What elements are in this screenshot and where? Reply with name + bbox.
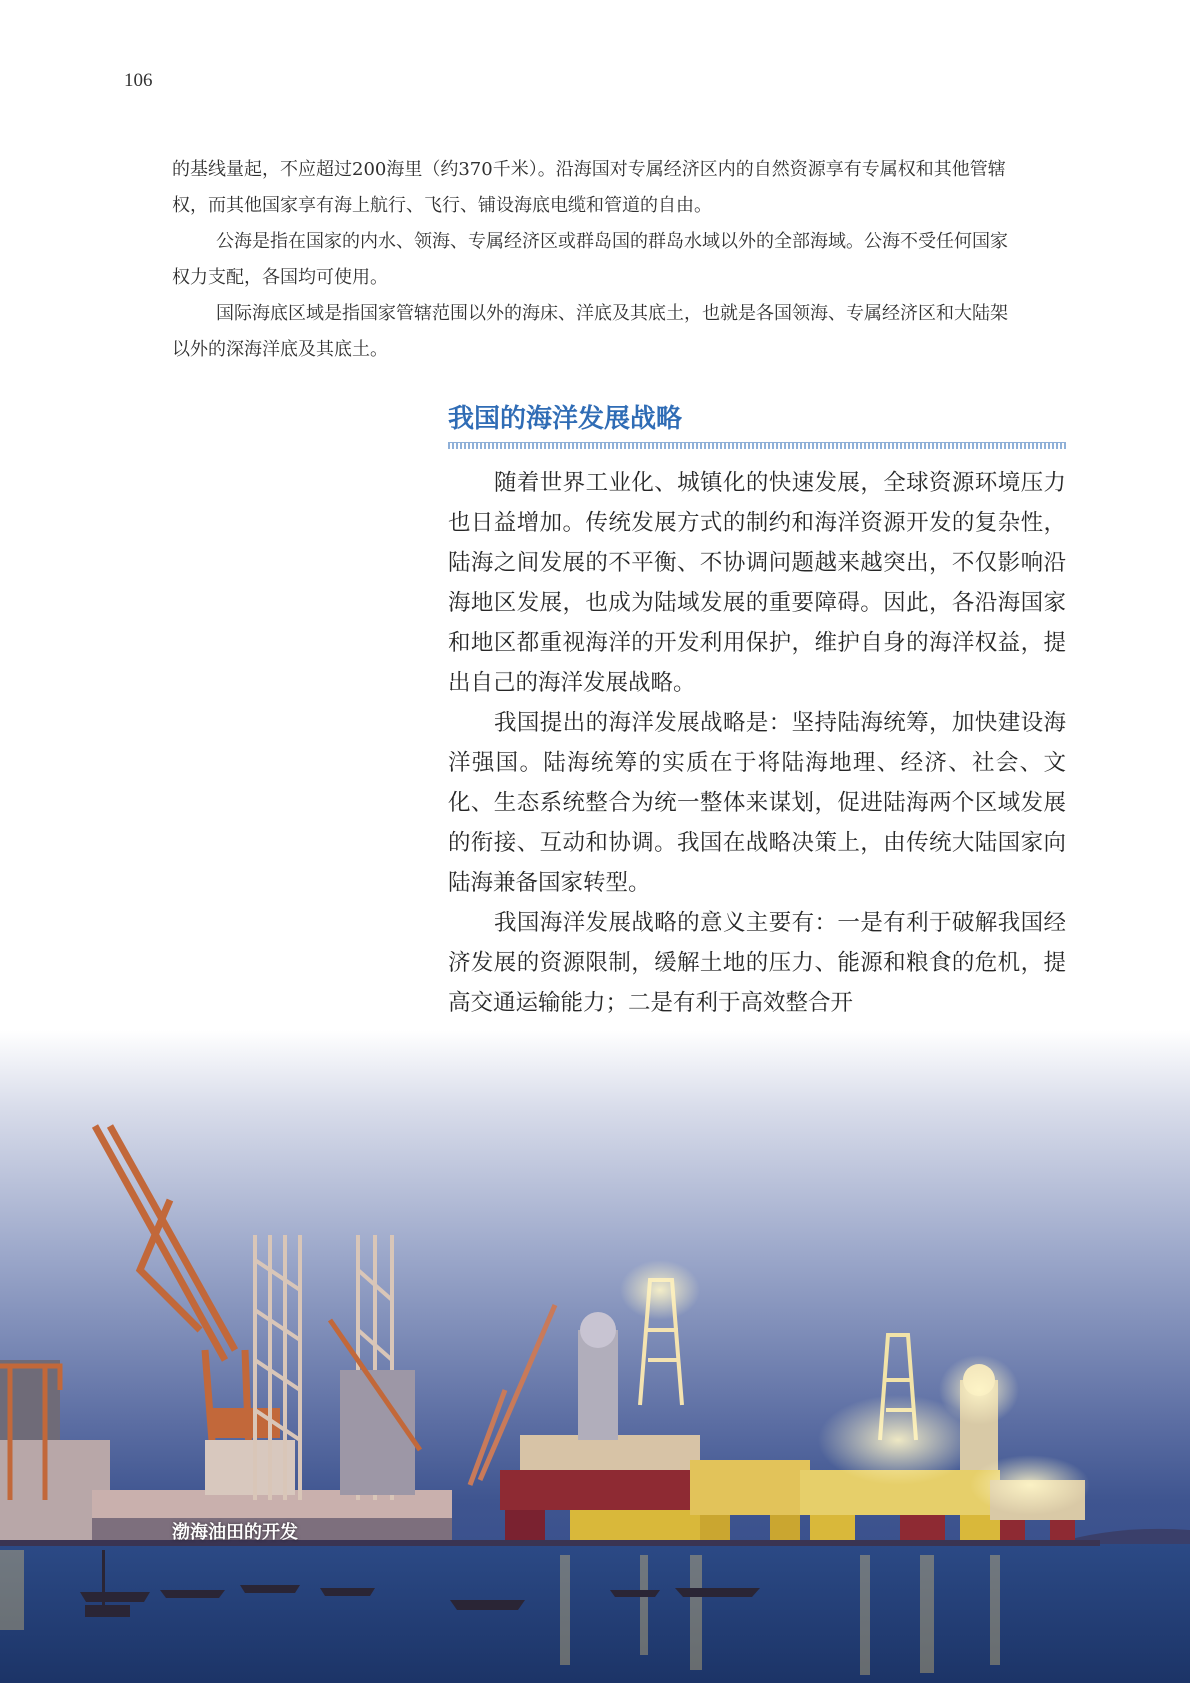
section-body xyxy=(448,463,1066,1023)
section-paragraph-3: 我国海洋发展战略的意义主要有：一是有利于破解我国经济发展的资源限制，缓解土地的压力、能源和粮食的危机，提高交通运输能力；二是有利于高效整合开 xyxy=(448,910,1066,1016)
oilfield-illustration xyxy=(0,1030,1190,1683)
intro-paragraph-2: 公海是指在国家的内水、领海、专属经济区或群岛国的群岛水域以外的全部海域。公海不受任何国家权力支配，各国均可使用。 xyxy=(172,231,1008,288)
section-paragraph-1: 随着世界工业化、城镇化的快速发展，全球资源环境压力也日益增加。传统发展方式的制约和海洋资源开发的复杂性，陆海之间发展的不平衡、不协调问题越来越突出，不仅影响沿海地区发展，也成为陆域发展的重要障碍。因此，各沿海国家和地区都重视海洋的开发利用保护，维护自身的海洋权益，提出自己的海洋发展战略。 xyxy=(448,470,1066,696)
section-paragraph-2: 我国提出的海洋发展战略是：坚持陆海统筹，加快建设海洋强国。陆海统筹的实质在于将陆海地理、经济、社会、文化、生态系统整合为统一整体来谋划，促进陆海两个区域发展的衔接、互动和协调。我国在战略决策上，由传统大陆国家向陆海兼备国家转型。 xyxy=(448,710,1066,896)
intro-paragraph-1: 的基线量起，不应超过200海里（约370千米）。沿海国对专属经济区内的自然资源享有专属权和其他管辖权，而其他国家享有海上航行、飞行、铺设海底电缆和管道的自由。 xyxy=(172,159,1006,216)
intro-text xyxy=(172,152,1024,368)
intro-paragraph-3: 国际海底区域是指国家管辖范围以外的海床、洋底及其底土，也就是各国领海、专属经济区和大陆架以外的深海洋底及其底土。 xyxy=(172,303,1008,360)
section-title-rule xyxy=(448,442,1066,449)
section-title: 我国的海洋发展战略 xyxy=(448,404,683,434)
oilfield-photo xyxy=(0,1030,1190,1683)
photo-caption: 渤海油田的开发 xyxy=(172,1522,298,1543)
page-number: 106 xyxy=(124,70,153,91)
